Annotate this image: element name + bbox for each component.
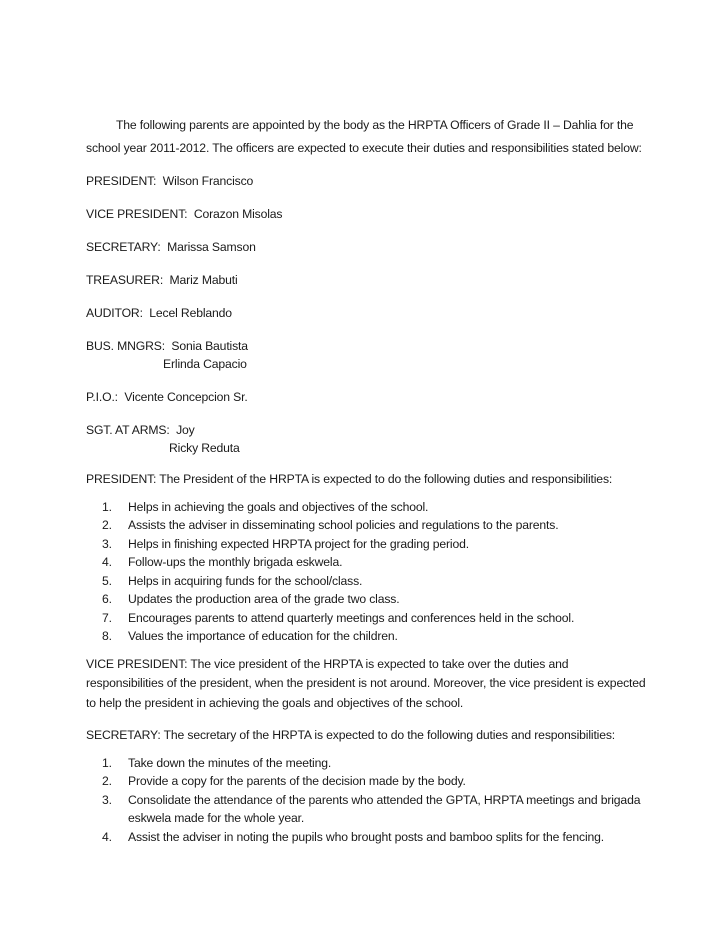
intro-paragraph: The following parents are appointed by the body as the HRPTA Officers of Grade II – Dahlia for the school year 2011-2012. The officers are expected to execute their duties and responsibilities stated below: <box>86 118 642 155</box>
officer-role: VICE PRESIDENT: <box>86 207 188 221</box>
list-item <box>86 572 646 591</box>
list-item <box>86 590 646 609</box>
list-text: Updates the production area of the grade two class. <box>128 592 400 606</box>
list-text: Provide a copy for the parents of the decision made by the body. <box>128 774 466 788</box>
list-number: 2. <box>102 774 112 788</box>
officer-business-managers <box>86 337 646 373</box>
list-item <box>86 498 646 517</box>
list-item <box>86 535 646 554</box>
secretary-duties-heading: SECRETARY: The secretary of the HRPTA is expected to do the following duties and responsibilities: <box>86 728 616 742</box>
list-text: Encourages parents to attend quarterly meetings and conferences held in the school. <box>128 610 575 625</box>
officer-name: Wilson Francisco <box>162 174 254 188</box>
officer-role: PRESIDENT: <box>86 174 157 188</box>
list-number: 4. <box>102 555 112 569</box>
list-text: Take down the minutes of the meeting. <box>128 755 332 770</box>
list-text: Values the importance of education for the children. <box>128 629 398 643</box>
officer-role: SECRETARY: <box>86 240 161 254</box>
list-item <box>86 828 646 847</box>
officer-name: Sonia Bautista <box>171 339 248 353</box>
list-number: 3. <box>102 536 112 551</box>
list-number: 3. <box>102 792 112 807</box>
list-number: 8. <box>102 629 112 643</box>
officer-role: AUDITOR: <box>86 306 143 320</box>
list-text: Assists the adviser in disseminating school policies and regulations to the parents. <box>128 518 559 532</box>
officer-vice-president <box>86 205 646 223</box>
document-page <box>86 114 646 846</box>
list-item <box>86 609 646 628</box>
officer-name: Erlinda Capacio <box>163 357 247 371</box>
officer-treasurer <box>86 271 646 289</box>
list-item <box>86 772 646 791</box>
officer-name: Lecel Reblando <box>149 306 232 320</box>
officer-name: Ricky Reduta <box>169 441 240 455</box>
list-number: 6. <box>102 592 112 606</box>
president-duties-heading: PRESIDENT: The President of the HRPTA is expected to do the following duties and responsibilities: <box>86 472 613 486</box>
list-number: 1. <box>102 755 112 770</box>
list-item <box>86 627 646 646</box>
list-number: 7. <box>102 610 112 625</box>
list-number: 5. <box>102 573 112 588</box>
list-item <box>86 516 646 535</box>
list-number: 4. <box>102 829 112 844</box>
list-item <box>86 791 646 828</box>
officer-name: Joy <box>176 423 195 437</box>
list-text: Helps in finishing expected HRPTA project for the grading period. <box>128 536 469 551</box>
list-item <box>86 754 646 773</box>
officer-role: TREASURER: <box>86 273 164 287</box>
list-number: 1. <box>102 499 112 514</box>
officer-sergeant-at-arms <box>86 421 646 457</box>
list-text: Consolidate the attendance of the parents who attended the GPTA, HRPTA meetings and brigada eskwela made for the whole year. <box>128 792 641 825</box>
list-text: Assist the adviser in noting the pupils who brought posts and bamboo splits for the fencing. <box>128 829 605 844</box>
list-text: Helps in achieving the goals and objectives of the school. <box>128 499 429 514</box>
president-duties-list <box>86 498 646 646</box>
list-number: 2. <box>102 518 112 532</box>
list-item <box>86 553 646 572</box>
officer-role: SGT. AT ARMS: <box>86 423 170 437</box>
officer-auditor <box>86 304 646 322</box>
list-text: Follow-ups the monthly brigada eskwela. <box>128 555 343 569</box>
officer-role: P.I.O.: <box>86 390 118 404</box>
list-text: Helps in acquiring funds for the school/class. <box>128 573 363 588</box>
officer-name: Vicente Concepcion Sr. <box>124 390 248 404</box>
vice-president-duties-paragraph: VICE PRESIDENT: The vice president of the HRPTA is expected to take over the duties and responsibilities of the president, when the president is not around. Moreover, the vice president is expected to help the president in achieving the goals and objectives of the school. <box>86 656 646 710</box>
secretary-duties-list <box>86 754 646 847</box>
officer-name: Corazon Misolas <box>193 207 283 221</box>
officer-name: Mariz Mabuti <box>169 273 238 287</box>
officer-president <box>86 172 646 190</box>
officer-role: BUS. MNGRS: <box>86 339 165 353</box>
officer-pio <box>86 388 646 406</box>
officer-name: Marissa Samson <box>167 240 256 254</box>
officer-secretary <box>86 238 646 256</box>
